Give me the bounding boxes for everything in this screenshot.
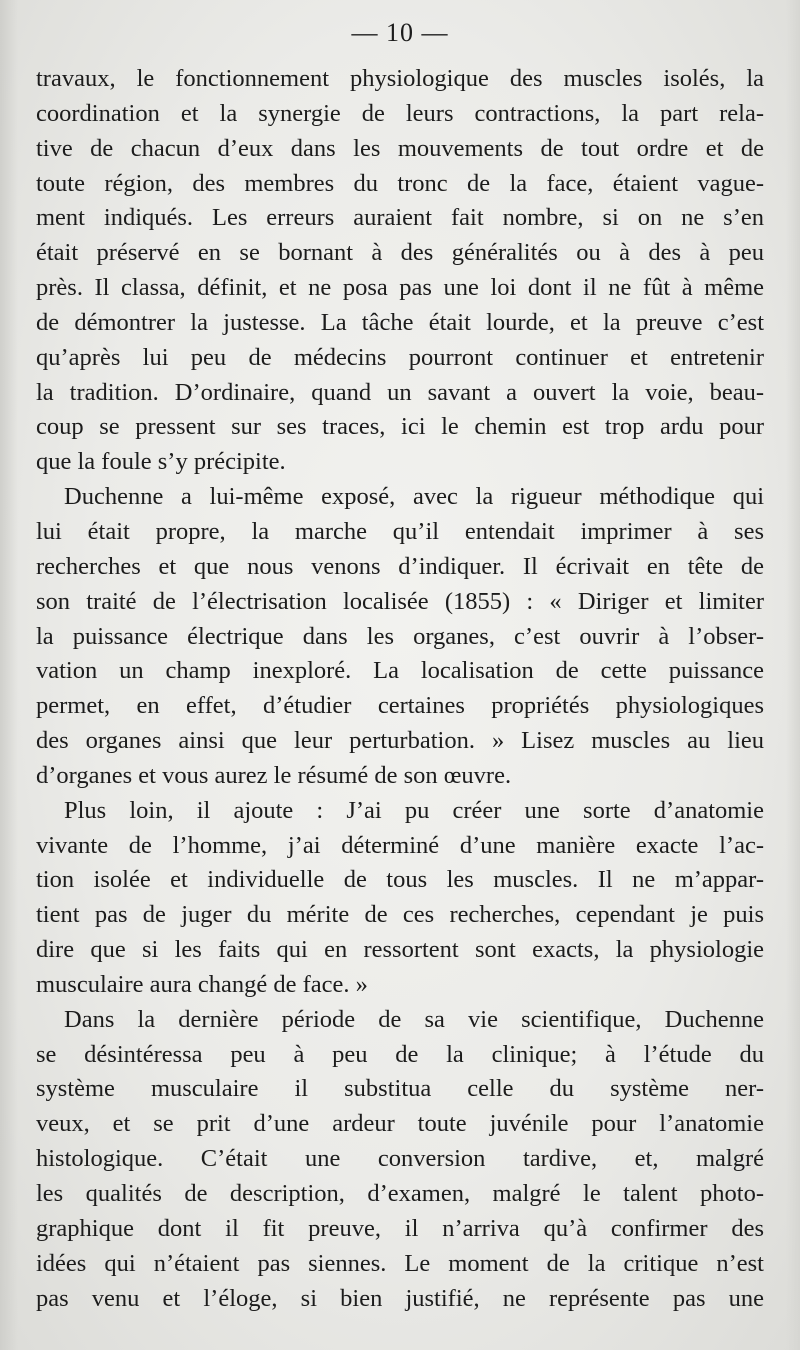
text-line: tient pas de juger du mérite de ces recherches, cependant je puis — [36, 901, 764, 929]
text-line: dire que si les faits qui en ressortent sont exacts, la physiologie — [36, 936, 764, 964]
text-line: travaux, le fonctionnement physiologique des muscles isolés, la — [36, 65, 764, 92]
text-line: la tradition. D’ordinaire, quand un savant a ouvert la voie, beau- — [36, 378, 764, 406]
paragraph-start-line: Duchenne a lui-même exposé, avec la rigueur méthodique qui — [64, 483, 764, 511]
text-line: ment indiqués. Les erreurs auraient fait nombre, si on ne s’en — [36, 204, 764, 232]
text-line: coup se pressent sur ses traces, ici le chemin est trop ardu pour — [36, 413, 764, 441]
body-text — [36, 62, 764, 1316]
paragraph-end-line: que la foule s’y précipite. — [36, 448, 286, 476]
text-line: histologique. C’était une conversion tardive, et, malgré — [36, 1145, 764, 1173]
text-line: les qualités de description, d’examen, malgré le talent photo- — [36, 1180, 764, 1207]
text-line: pas venu et l’éloge, si bien justifié, ne représente pas une — [36, 1284, 764, 1312]
paragraph-end-line: musculaire aura changé de face. » — [36, 970, 368, 998]
text-line: système musculaire il substitua celle du système ner- — [36, 1075, 764, 1103]
text-line: de démontrer la justesse. La tâche était lourde, et la preuve c’est — [36, 308, 764, 336]
text-line: tive de chacun d’eux dans les mouvements de tout ordre et de — [36, 134, 764, 162]
text-line: permet, en effet, d’étudier certaines propriétés physiologiques — [36, 692, 764, 720]
text-line: des organes ainsi que leur perturbation. » Lisez muscles au lieu — [36, 727, 764, 755]
text-line: graphique dont il fit preuve, il n’arriva qu’à confirmer des — [36, 1214, 764, 1242]
page-number: — 10 — — [351, 18, 449, 47]
paragraph-end-line: d’organes et vous aurez le résumé de son œuvre. — [36, 761, 512, 789]
text-line: tion isolée et individuelle de tous les muscles. Il ne m’appar- — [36, 866, 764, 894]
text-line: qu’après lui peu de médecins pourront continuer et entretenir — [36, 343, 764, 371]
text-line: recherches et que nous venons d’indiquer. Il écrivait en tête de — [36, 552, 764, 580]
text-line: idées qui n’étaient pas siennes. Le moment de la critique n’est — [36, 1249, 764, 1277]
text-line: près. Il classa, définit, et ne posa pas une loi dont il ne fût à même — [36, 274, 764, 302]
text-line: coordination et la synergie de leurs contractions, la part rela- — [36, 99, 764, 127]
text-line: vivante de l’homme, j’ai déterminé d’une manière exacte l’ac- — [36, 831, 764, 859]
text-line: la puissance électrique dans les organes, c’est ouvrir à l’obser- — [36, 622, 764, 650]
text-line: vation un champ inexploré. La localisation de cette puissance — [36, 657, 764, 685]
text-line: était préservé en se bornant à des généralités ou à des à peu — [36, 239, 764, 267]
text-line: toute région, des membres du tronc de la face, étaient vague- — [36, 169, 764, 197]
text-line: lui était propre, la marche qu’il entendait imprimer à ses — [36, 517, 764, 545]
text-line: se désintéressa peu à peu de la clinique; à l’étude du — [36, 1040, 764, 1068]
text-line: veux, et se prit d’une ardeur toute juvénile pour l’anatomie — [36, 1110, 764, 1138]
paragraph-start-line: Plus loin, il ajoute : J’ai pu créer une sorte d’anatomie — [64, 796, 764, 824]
text-line: son traité de l’électrisation localisée (1855) : « Diriger et limiter — [36, 587, 764, 615]
paragraph-start-line: Dans la dernière période de sa vie scientifique, Duchenne — [64, 1005, 764, 1033]
